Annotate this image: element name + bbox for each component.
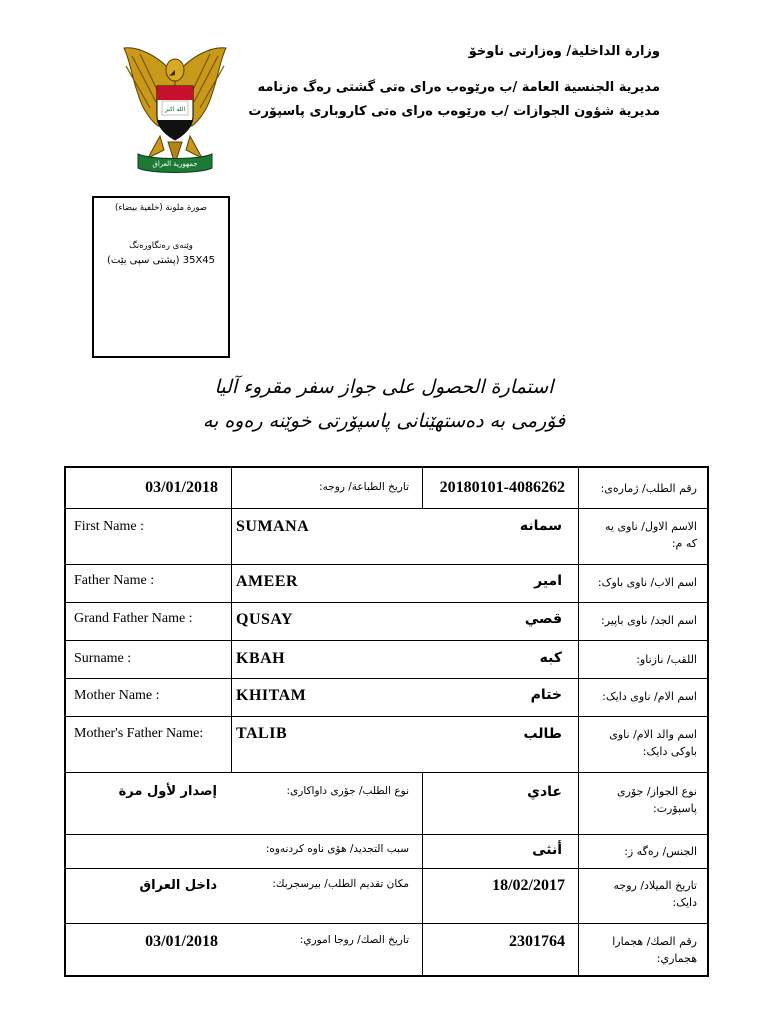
mother-name-label-ar: اسم الام/ ناوی دایک: bbox=[602, 690, 697, 703]
submission-place-value: داخل العراق bbox=[139, 878, 217, 893]
application-number-value: 20180101-4086262 bbox=[439, 479, 565, 496]
photo-size: 35X45 (پشتی سپی بێت) bbox=[106, 255, 216, 266]
emblem-banner-text: الله اكبر bbox=[164, 106, 186, 113]
application-number-label: رقم الطلب/ ژمارەی: bbox=[600, 482, 697, 495]
table-row bbox=[66, 468, 707, 508]
iraq-eagle-emblem-icon bbox=[120, 46, 230, 174]
request-type-value: إصدار لأول مرة bbox=[118, 784, 217, 799]
birth-date-value: 18/02/2017 bbox=[492, 877, 565, 894]
deed-number-label: رقم الصك/ هجمارا هجماري: bbox=[612, 935, 697, 965]
father-name-value-en: AMEER bbox=[236, 573, 299, 590]
mothers-father-value-ar: طالب bbox=[523, 726, 562, 742]
deed-date-label: تاريخ الصك/ روجا اموري: bbox=[299, 934, 409, 946]
mother-name-label-en: Mother Name : bbox=[74, 688, 160, 703]
mothers-father-label-ar: اسم والد الام/ ناوی باوکی دایک: bbox=[609, 728, 697, 758]
grandfather-name-value-ar: قصي bbox=[524, 611, 562, 627]
photo-instruction-ku: وێنەی رەنگاورەنگ bbox=[129, 241, 193, 251]
gender-label: الجنس/ رەگە ز: bbox=[624, 845, 697, 858]
renewal-reason-label: سبب التجديد/ هۆی ناوە کردنەوە: bbox=[265, 843, 409, 855]
mothers-father-label-en: Mother's Father Name: bbox=[74, 726, 204, 741]
ministry-heading: وزارة الداخلية/ وەزارتی ناوخۆ bbox=[468, 44, 660, 59]
first-name-value-ar: سمانه bbox=[519, 518, 562, 534]
table-row bbox=[66, 834, 707, 869]
photo-instruction-ar: صورة ملونة (خلفية بيضاء) bbox=[115, 203, 207, 213]
grandfather-name-value-en: QUSAY bbox=[236, 611, 294, 628]
mother-name-value-en: KHITAM bbox=[236, 687, 307, 704]
table-row bbox=[66, 508, 707, 565]
surname-value-en: KBAH bbox=[236, 650, 286, 667]
table-row bbox=[66, 564, 707, 603]
deed-date-value: 03/01/2018 bbox=[145, 933, 218, 950]
gender-value: أنثى bbox=[532, 842, 562, 858]
passports-directorate-heading: مديرية شؤون الجوازات /ب ەرێوەب ەرای ەتی کاروباری پاسپۆرت bbox=[248, 104, 660, 119]
passport-type-label: نوع الجواز/ جۆری پاسپۆرت: bbox=[617, 785, 697, 815]
first-name-label-en: First Name : bbox=[74, 519, 144, 534]
form-title-arabic: استمارة الحصول على جواز سفر مقروء آليا bbox=[214, 376, 554, 398]
table-row bbox=[66, 716, 707, 773]
grandfather-name-label-en: Grand Father Name : bbox=[74, 611, 193, 626]
first-name-value-en: SUMANA bbox=[236, 518, 310, 535]
print-date-value: 03/01/2018 bbox=[145, 479, 218, 496]
mothers-father-value-en: TALIB bbox=[236, 725, 288, 742]
father-name-value-ar: امير bbox=[534, 573, 562, 589]
table-row bbox=[66, 923, 707, 978]
birth-date-label: تاريخ الميلاد/ روجە دایک: bbox=[613, 879, 697, 909]
father-name-label-en: Father Name : bbox=[74, 573, 155, 588]
deed-number-value: 2301764 bbox=[509, 933, 565, 950]
surname-value-ar: كبه bbox=[539, 650, 562, 666]
form-title-kurdish: فۆرمی بە دەستهێنانی پاسپۆرتی خوێنە رەوە بە bbox=[202, 410, 566, 432]
table-row bbox=[66, 868, 707, 924]
emblem-scroll-text: جمهورية العراق bbox=[152, 160, 198, 168]
nationality-directorate-heading: مديرية الجنسية العامة /ب ەرێوەب ەرای ەتی گشتی رەگ ەزنامە bbox=[257, 80, 660, 95]
submission-place-label: مكان تقديم الطلب/ بیرسجربك: bbox=[272, 878, 409, 890]
mother-name-value-ar: ختام bbox=[530, 687, 562, 703]
surname-label-en: Surname : bbox=[74, 651, 132, 666]
request-type-label: نوع الطلب/ جۆری داواکاری: bbox=[286, 785, 409, 797]
first-name-label-ar: الاسم الاول/ ناوی یە کە م: bbox=[605, 520, 697, 550]
application-form-table bbox=[64, 466, 709, 977]
surname-label-ar: اللقب/ نازناو: bbox=[636, 653, 697, 666]
table-row bbox=[66, 640, 707, 679]
table-row bbox=[66, 678, 707, 717]
print-date-label: تاريخ الطباعة/ روجە: bbox=[319, 481, 409, 493]
table-row bbox=[66, 602, 707, 641]
photo-placeholder bbox=[92, 196, 230, 358]
grandfather-name-label-ar: اسم الجد/ ناوی باپیر: bbox=[601, 614, 697, 627]
father-name-label-ar: اسم الاب/ ناوی باوک: bbox=[597, 576, 697, 589]
table-row bbox=[66, 772, 707, 835]
passport-type-value: عادي bbox=[527, 784, 562, 800]
